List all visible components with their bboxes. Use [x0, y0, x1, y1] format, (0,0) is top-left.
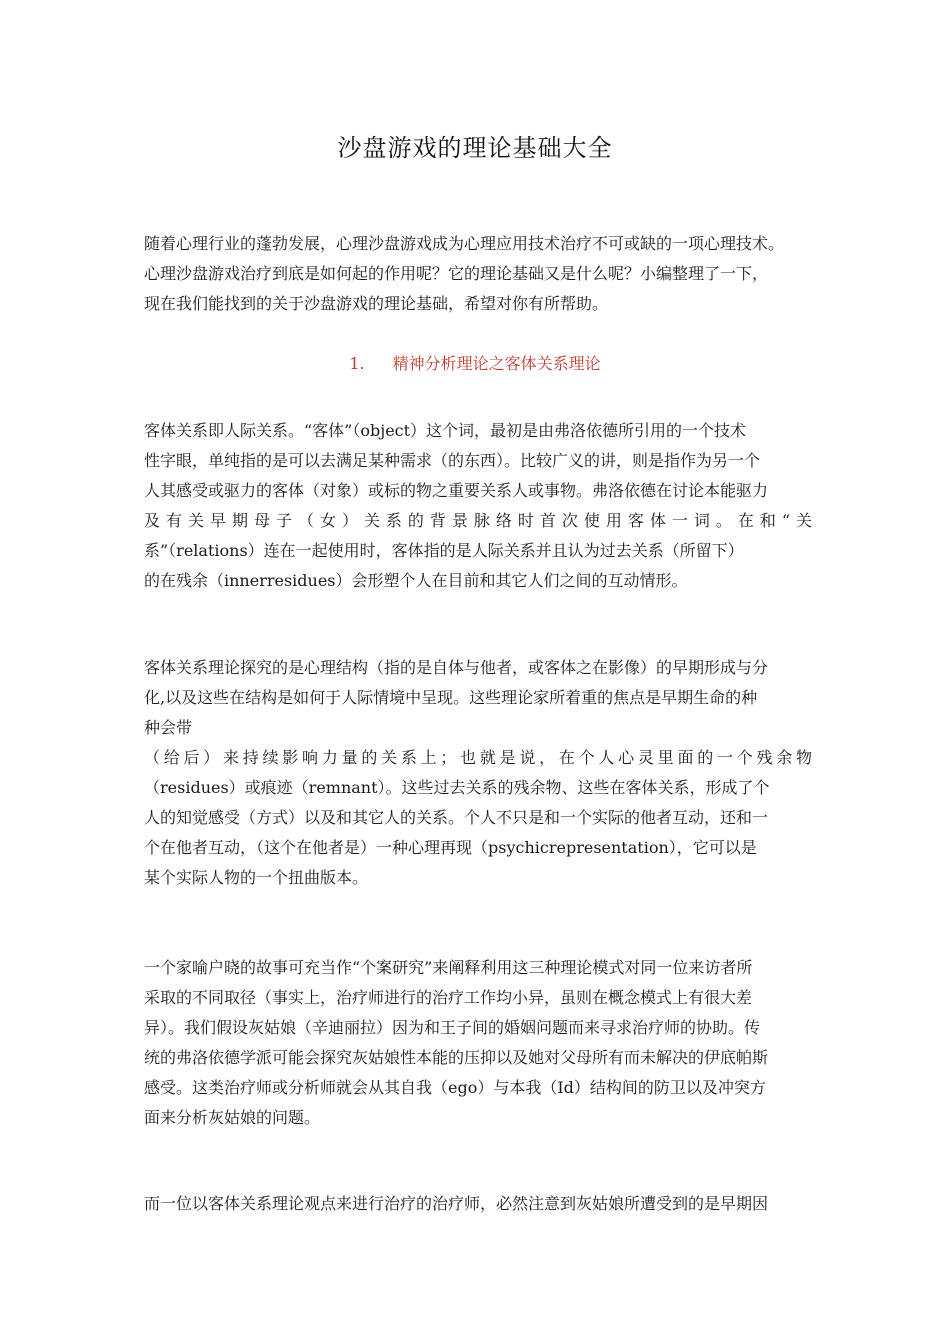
paragraph-line: 人的知觉感受（方式）以及和其它人的关系。个人不只是和一个实际的他者互动，还和一 [144, 808, 769, 827]
paragraph-case-study [144, 953, 812, 1133]
paragraph-line: 的在残余（innerresidues）会形塑个人在目前和其它人们之间的互动情形。 [144, 571, 688, 590]
section-number: 1. [349, 354, 365, 373]
paragraph-object-relations [144, 416, 812, 596]
paragraph-line: 采取的不同取径（事实上，治疗师进行的治疗工作均小异，虽则在概念模式上有很大差 [144, 988, 753, 1007]
paragraph-line: 种会带 [144, 718, 193, 737]
paragraph-line: 客体关系理论探究的是心理结构（指的是自体与他者，或客体之在影像）的早期形成与分 [144, 658, 769, 677]
paragraph-theory-structure [144, 653, 812, 893]
paragraph-line: 而一位以客体关系理论观点来进行治疗的治疗师，必然注意到灰姑娘所遭受到的是早期因 [144, 1194, 769, 1213]
paragraph-line: 一个家喻户晓的故事可充当作“个案研究”来阐释利用这三种理论模式对同一位来访者所 [144, 958, 753, 977]
paragraph-line: 性字眼，单纯指的是可以去满足某种需求（的东西）。比较广义的讲，则是指作为另一个 [144, 451, 761, 470]
paragraph-line: 系”（relations）连在一起使用时，客体指的是人际关系并且认为过去关系（所留下） [144, 541, 744, 560]
section-heading [0, 352, 950, 376]
intro-paragraph [144, 229, 812, 319]
paragraph-line: （给后）来持续影响力量的关系上；也就是说，在个人心灵里面的一个残余物 [144, 748, 812, 767]
intro-line: 随着心理行业的蓬勃发展，心理沙盘游戏成为心理应用技术治疗不可或缺的一项心理技术。 [144, 234, 785, 253]
paragraph-line: 人其感受或驱力的客体（对象）或标的物之重要关系人或事物。弗洛依德在讨论本能驱力 [144, 481, 769, 500]
paragraph-line: 统的弗洛依德学派可能会探究灰姑娘性本能的压抑以及她对父母所有而未解决的伊底帕斯 [144, 1048, 769, 1067]
paragraph-line: 感受。这类治疗师或分析师就会从其自我（ego）与本我（Id）结构间的防卫以及冲突方 [144, 1078, 766, 1097]
paragraph-line: 某个实际人物的一个扭曲版本。 [144, 868, 369, 887]
paragraph-line: 客体关系即人际关系。“客体”（object）这个词，最初是由弗洛依德所引用的一个技术 [144, 421, 747, 440]
paragraph-line: 化,以及这些在结构是如何于人际情境中呈现。这些理论家所着重的焦点是早期生命的种 [144, 688, 758, 707]
paragraph-line: 及有关早期母子（女）关系的背景脉络时首次使用客体一词。在和“关 [144, 511, 812, 530]
paragraph-line: 异）。我们假设灰姑娘（辛迪丽拉）因为和王子间的婚姻问题而来寻求治疗师的协助。传 [144, 1018, 761, 1037]
paragraph-line: （residues）或痕迹（remnant）。这些过去关系的残余物、这些在客体关系，形成了个 [144, 778, 770, 797]
intro-line: 心理沙盘游戏治疗到底是如何起的作用呢？它的理论基础又是什么呢？小编整理了一下， [144, 264, 769, 283]
paragraph-therapist [144, 1189, 812, 1219]
paragraph-line: 个在他者互动，（这个在他者是）一种心理再现（psychicrepresentation），它可以是 [144, 838, 757, 857]
intro-line: 现在我们能找到的关于沙盘游戏的理论基础，希望对你有所帮助。 [144, 294, 609, 313]
paragraph-line: 面来分析灰姑娘的问题。 [144, 1108, 321, 1127]
page-title: 沙盘游戏的理论基础大全 [337, 134, 613, 162]
section-heading-text: 精神分析理论之客体关系理论 [392, 354, 601, 373]
